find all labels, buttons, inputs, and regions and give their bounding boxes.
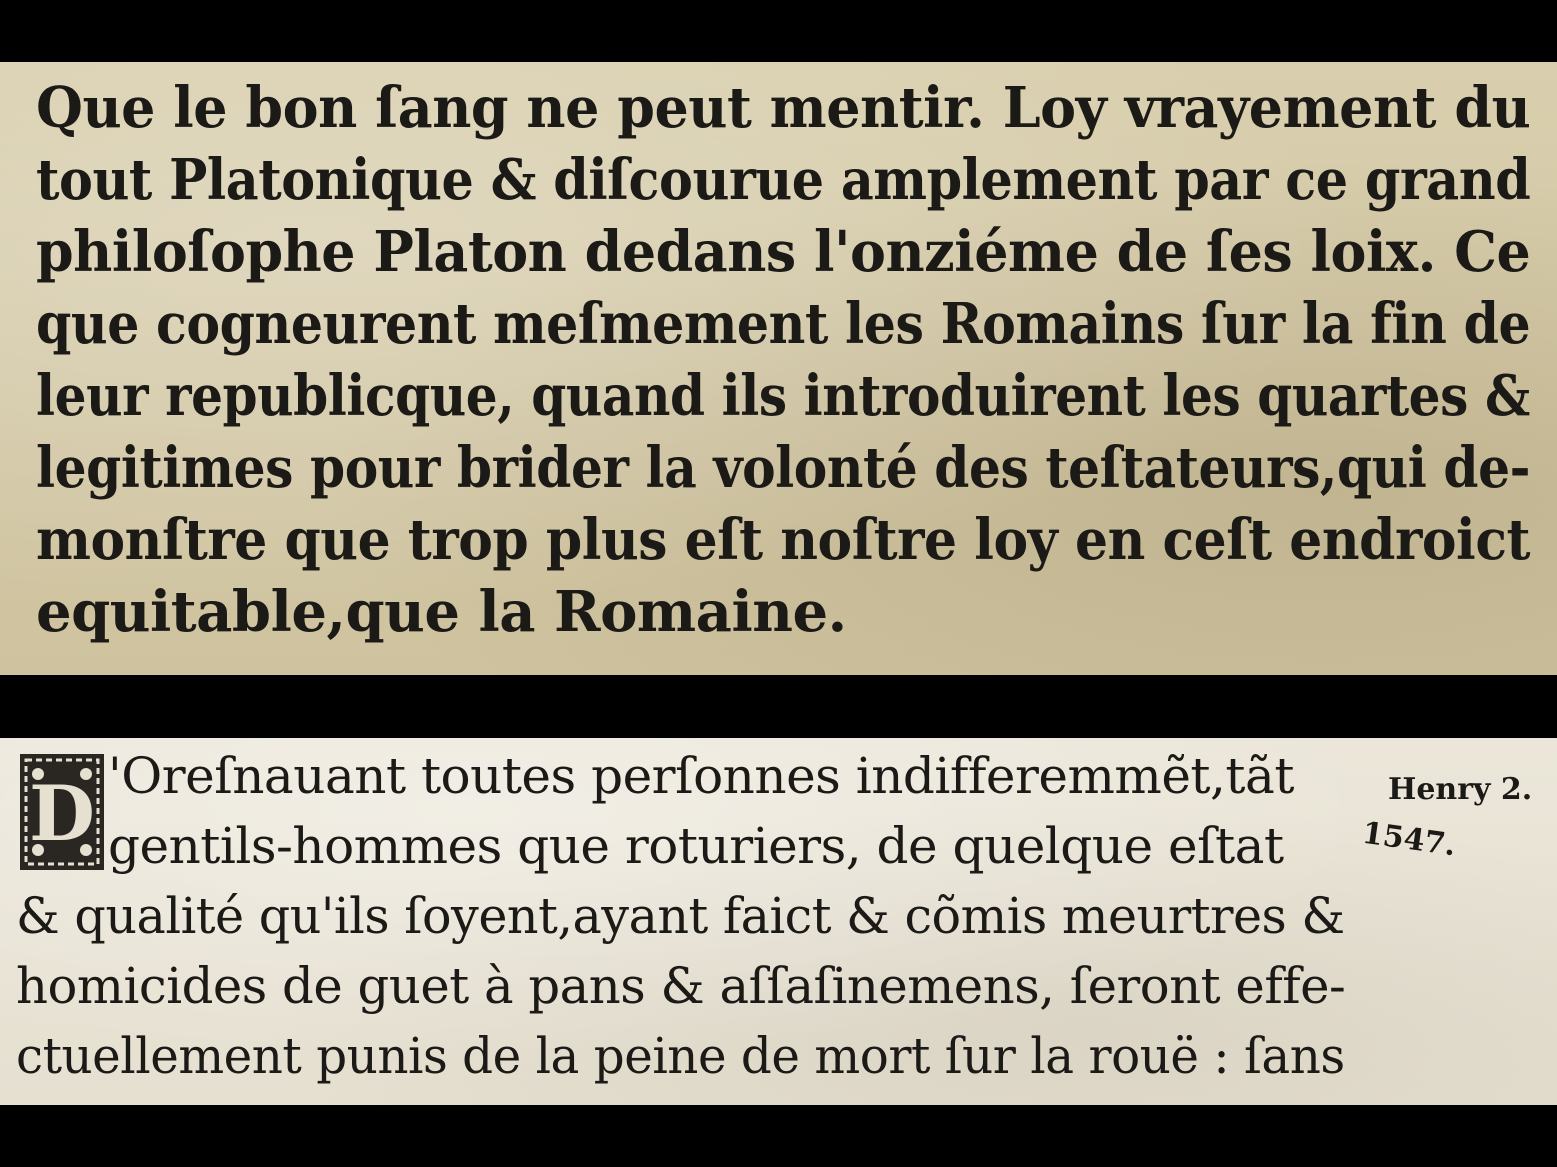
text-line: 'Oreſnauant toutes perſonnes indifferemmẽt,tãt — [108, 747, 1294, 805]
text-line: philoſophe Platon dedans l'onziéme de ſes loix. Ce — [36, 219, 1531, 285]
dropcap-letter: D — [29, 769, 95, 858]
margin-note-name: Henry 2. — [1388, 772, 1533, 807]
text-line: equitable,que la Romaine. — [36, 579, 847, 645]
text-line: Que le bon ſang ne peut mentir. Loy vrayement du — [36, 75, 1531, 141]
text-line: gentils-hommes que roturiers, de quelque eſtat — [108, 817, 1284, 875]
ornamental-dropcap — [18, 752, 106, 872]
text-line: que cogneurent meſmement les Romains ſur la fin de — [36, 291, 1531, 357]
text-line: monſtre que trop plus eſt noſtre loy en ceſt endroict — [36, 507, 1530, 573]
text-line: & qualité qu'ils ſoyent,ayant faict & cõmis meurtres & — [16, 887, 1345, 945]
top-text-excerpt — [0, 62, 1557, 675]
text-line: leur republicque, quand ils introduirent les quartes & — [36, 363, 1530, 429]
text-line: legitimes pour brider la volonté des teſtateurs,qui de- — [36, 435, 1531, 501]
text-line: ctuellement punis de la peine de mort ſur la rouë : ſans — [16, 1027, 1345, 1085]
bottom-text-excerpt — [0, 738, 1557, 1105]
text-line: homicides de guet à pans & aſſaſinemens, ſeront effe- — [16, 957, 1346, 1015]
text-line: tout Platonique & diſcourue amplement par ce grand — [36, 147, 1531, 213]
margin-note-year: 1547. — [1360, 815, 1458, 864]
